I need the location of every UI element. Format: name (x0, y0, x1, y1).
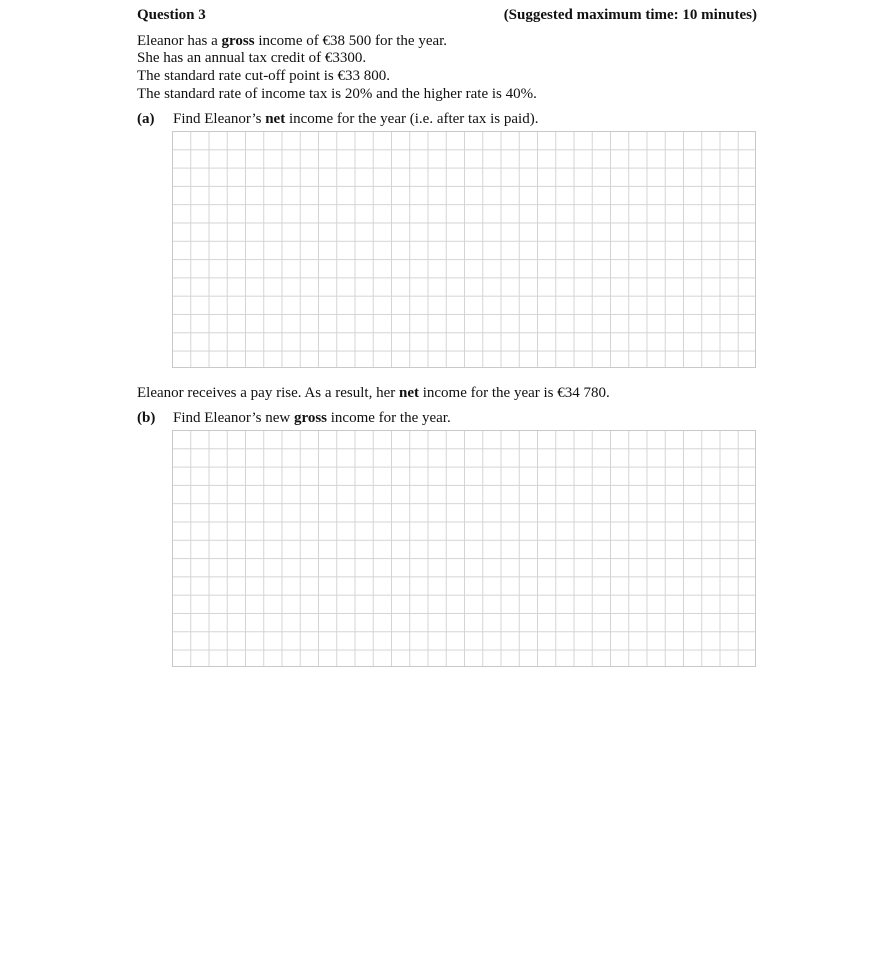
intro-gross-income (137, 33, 447, 50)
question-title: Question 3 (137, 7, 206, 23)
middle-text-pre: Eleanor receives a pay rise. As a result, her (137, 385, 399, 401)
pay-rise-statement (137, 385, 610, 402)
part-a-text-pre: Find Eleanor’s (173, 111, 266, 127)
intro-line1-bold: gross (221, 33, 255, 49)
part-b-question (137, 410, 451, 427)
answer-grid-a[interactable] (172, 131, 756, 368)
part-b-text-bold: gross (293, 410, 328, 426)
part-b-label: (b) (137, 410, 156, 426)
part-a-label: (a) (137, 111, 155, 127)
part-b-text-pre: Find Eleanor’s new (173, 410, 294, 426)
part-a-question (137, 111, 538, 128)
intro-cutoff-point: The standard rate cut-off point is €33 800. (137, 68, 390, 84)
part-a-text-bold: net (265, 111, 286, 127)
middle-text-bold: net (398, 385, 419, 401)
intro-tax-rates: The standard rate of income tax is 20% and the higher rate is 40%. (137, 86, 537, 102)
answer-grid-b[interactable] (172, 430, 756, 667)
part-b-text-post: income for the year. (327, 410, 451, 426)
intro-line1-post: income of €38 500 for the year. (254, 33, 448, 49)
intro-tax-credit: She has an annual tax credit of €3300. (137, 50, 367, 66)
intro-line1-pre: Eleanor has a (137, 33, 222, 49)
part-a-text-post: income for the year (i.e. after tax is paid). (285, 111, 539, 127)
suggested-time-note: (Suggested maximum time: 10 minutes) (503, 7, 757, 23)
middle-text-post: income for the year is €34 780. (418, 385, 610, 401)
